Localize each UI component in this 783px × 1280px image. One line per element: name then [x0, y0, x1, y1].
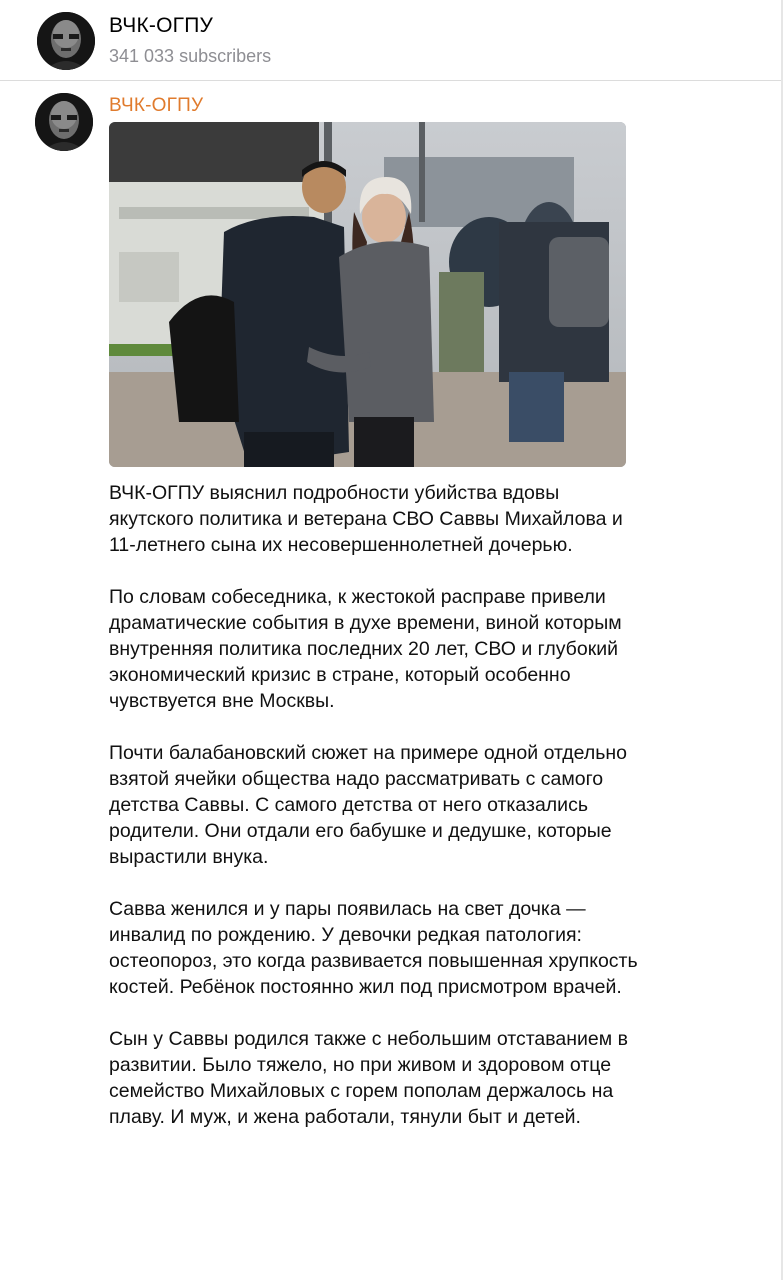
post-paragraph: ВЧК-ОГПУ выяснил подробности убийства вдовы якутского политика и ветерана СВО Саввы Михайлова и 11-летнего сына их несовершеннолетней дочерью.	[109, 482, 623, 556]
post-body	[109, 480, 649, 1156]
post-paragraph: Почти балабановский сюжет на примере одной отдельно взятой ячейки общества надо рассматривать с самого детства Саввы. С самого детства от него отказались родители. Они отдали его бабушке и дедушке, которые вырастили внука.	[109, 742, 628, 868]
post-author-avatar[interactable]	[35, 93, 93, 151]
couple-photo-image	[109, 122, 626, 467]
post-paragraph: Сын у Саввы родился также с небольшим отставанием в развитии. Было тяжело, но при живом и здоровом отце семейство Михайловых с горем пополам держалось на плаву. И муж, и жена работали, тянули быт и детей.	[109, 1028, 628, 1128]
post-paragraph: Савва женился и у пары появилась на свет дочка — инвалид по рождению. У девочки редкая патология: остеопороз, это когда развивается повышенная хрупкость костей. Ребёнок постоянно жил под присмотром врачей.	[109, 898, 638, 998]
post-author-name[interactable]: ВЧК-ОГПУ	[109, 95, 204, 116]
avatar-face-icon	[35, 93, 93, 151]
subscriber-count: 341 033 subscribers	[109, 46, 272, 66]
post-photo[interactable]	[109, 122, 626, 467]
channel-header[interactable]	[0, 0, 783, 81]
channel-avatar[interactable]	[37, 12, 95, 70]
channel-title[interactable]: ВЧК-ОГПУ	[109, 14, 214, 37]
avatar-face-icon	[37, 12, 95, 70]
post-paragraph: По словам собеседника, к жестокой расправе привели драматические события в духе времени, виной которым внутренняя политика последних 20 лет, СВО и глубокий экономический кризис в стране, который особенно чувствуется вне Москвы.	[109, 586, 622, 712]
